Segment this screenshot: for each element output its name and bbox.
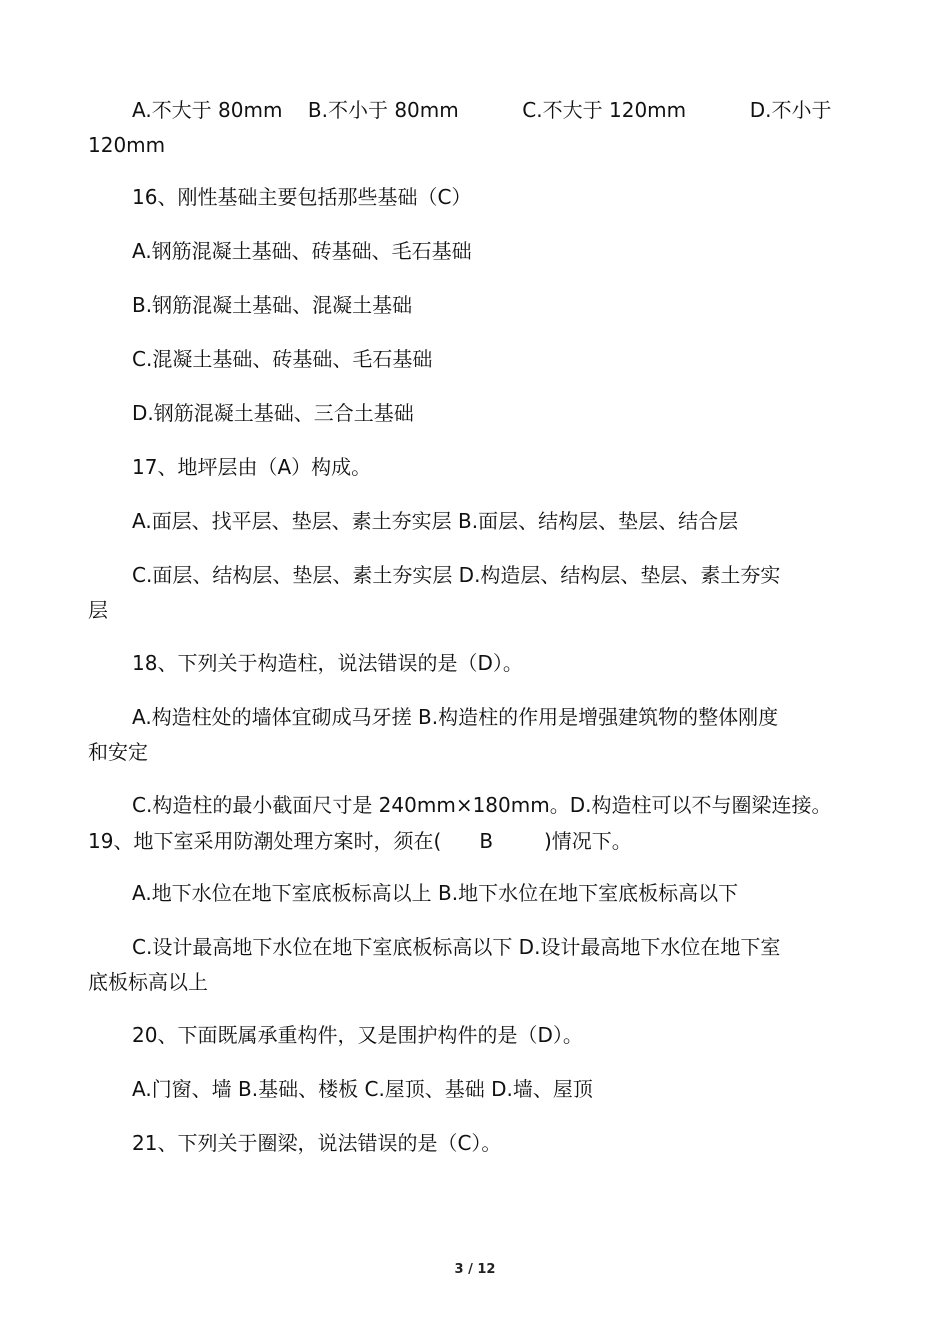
page-number: 3 / 12 [454, 1262, 496, 1277]
question-20: 20、下面既属承重构件，又是围护构件的是（D）。 [132, 1023, 583, 1047]
q18-options-ab-line1: A.构造柱处的墙体宜砌成马牙搓 B.构造柱的作用是增强建筑物的整体刚度 [132, 705, 779, 729]
q16-option-b: B.钢筋混凝土基础、混凝土基础 [132, 293, 413, 317]
q17-options-ab: A.面层、找平层、垫层、素土夯实层 B.面层、结构层、垫层、结合层 [132, 509, 739, 533]
q16-option-a: A.钢筋混凝土基础、砖基础、毛石基础 [132, 239, 472, 263]
q19-options-cd-line1: C.设计最高地下水位在地下室底板标高以下 D.设计最高地下水位在地下室 [132, 935, 781, 959]
q19-options-cd-line2: 底板标高以上 [88, 970, 208, 994]
q16-option-c: C.混凝土基础、砖基础、毛石基础 [132, 347, 433, 371]
q17-options-cd-line2: 层 [88, 598, 108, 622]
question-18: 18、下列关于构造柱，说法错误的是（D）。 [132, 651, 523, 675]
q15-options-line1: A.不大于 80mm B.不小于 80mm C.不大于 120mm D.不小于 [132, 98, 832, 122]
question-17: 17、地坪层由（A）构成。 [132, 455, 372, 479]
question-19: 19、地下室采用防潮处理方案时，须在( B )情况下。 [88, 829, 632, 853]
question-21: 21、下列关于圈梁，说法错误的是（C）。 [132, 1131, 502, 1155]
q19-options-ab: A.地下水位在地下室底板标高以上 B.地下水位在地下室底板标高以下 [132, 881, 739, 905]
q18-options-ab-line2: 和安定 [88, 740, 148, 764]
q15-options-line2: 120mm [88, 133, 166, 157]
q16-option-d: D.钢筋混凝土基础、三合土基础 [132, 401, 414, 425]
question-16: 16、刚性基础主要包括那些基础（C） [132, 185, 472, 209]
q20-options: A.门窗、墙 B.基础、楼板 C.屋顶、基础 D.墙、屋顶 [132, 1077, 593, 1101]
q17-options-cd-line1: C.面层、结构层、垫层、素土夯实层 D.构造层、结构层、垫层、素土夯实 [132, 563, 781, 587]
q18-options-cd: C.构造柱的最小截面尺寸是 240mm×180mm。D.构造柱可以不与圈梁连接。 [132, 793, 832, 817]
